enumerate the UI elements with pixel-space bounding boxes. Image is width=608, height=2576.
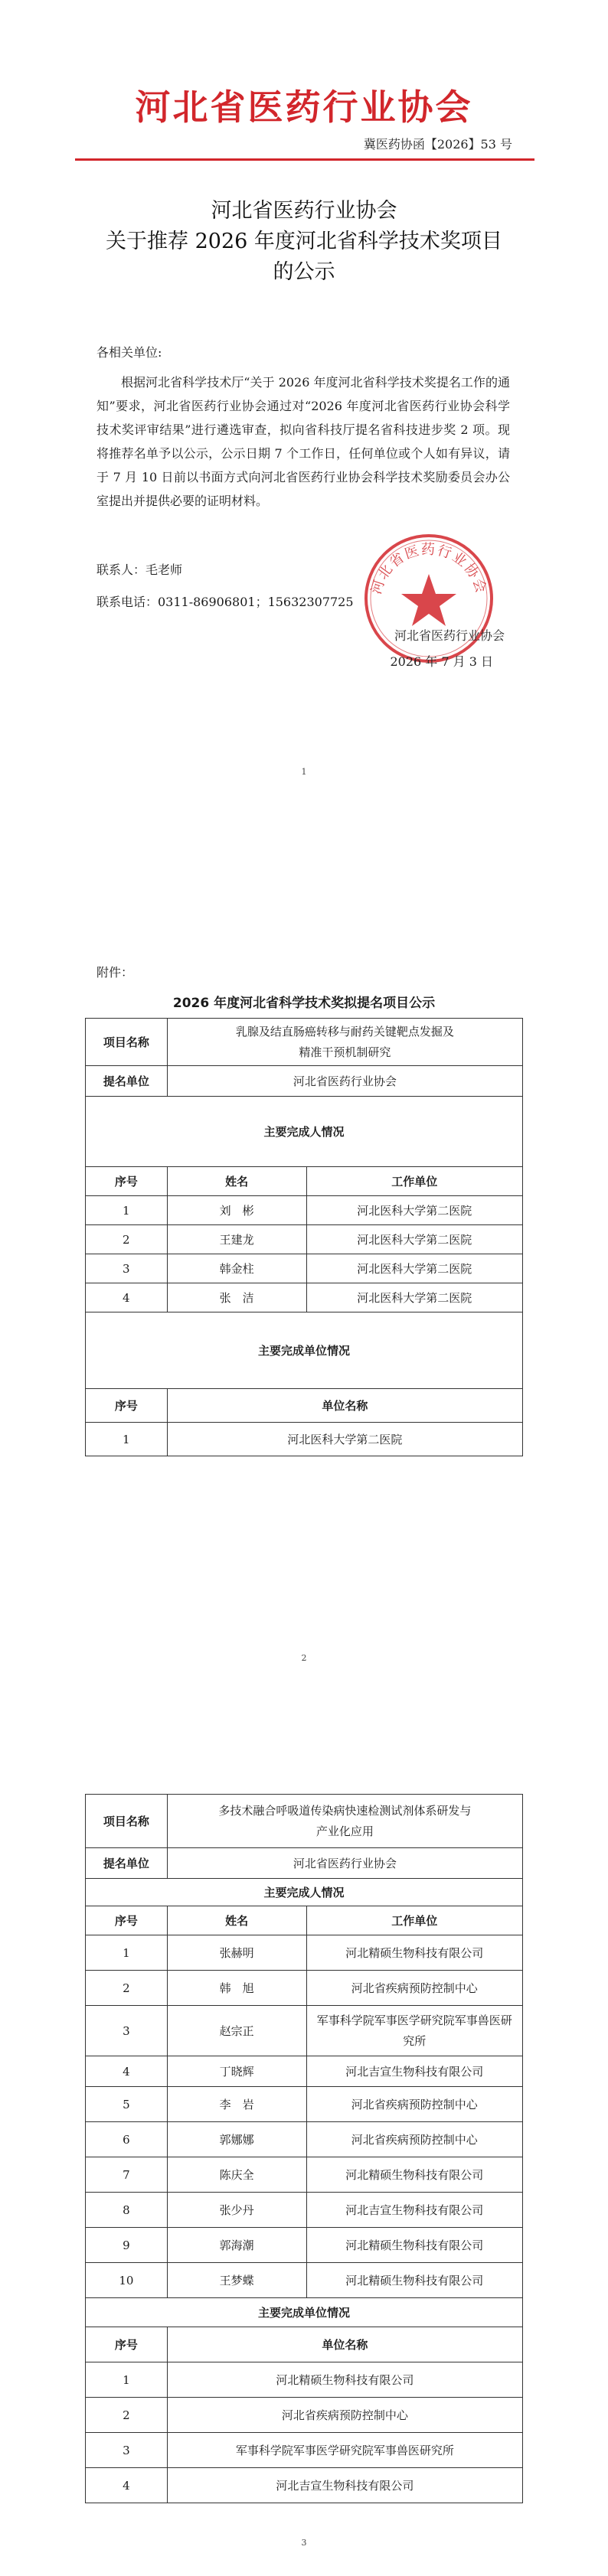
- table-row: 2 韩 旭 河北省疾病预防控制中心: [86, 1971, 523, 2006]
- table-row: 1 刘 彬 河北医科大学第二医院: [86, 1196, 523, 1225]
- people-section-header: 主要完成人情况: [86, 1879, 523, 1906]
- nominator-label: 提名单位: [86, 1066, 168, 1097]
- col-unit-name-header: 单位名称: [167, 1389, 522, 1423]
- col-seq-header: 序号: [86, 1167, 168, 1196]
- col-seq-header: 序号: [86, 2327, 168, 2362]
- attachment-page-1: [0, 846, 608, 1711]
- attachment-title: 2026 年度河北省科学技术奖拟提名项目公示: [172, 996, 436, 1011]
- nominator-label: 提名单位: [86, 1848, 168, 1879]
- table-row: 8 张少丹 河北吉宣生物科技有限公司: [86, 2193, 523, 2228]
- letterhead-divider: [75, 158, 534, 161]
- page-number: 1: [301, 767, 307, 777]
- attachment-label: 附件：: [96, 965, 134, 980]
- contact-person: 联系人：毛老师: [96, 562, 183, 577]
- title-line-2: 关于推荐 2026 年度河北省科学技术奖项目: [106, 230, 502, 253]
- page-number: 3: [301, 2538, 307, 2548]
- attachment-page-2: [0, 1711, 608, 2576]
- col-name-header: 姓名: [167, 1167, 306, 1196]
- table-row: 2 王建龙 河北医科大学第二医院: [86, 1225, 523, 1254]
- nominator-value: 河北省医药行业协会: [167, 1066, 522, 1097]
- units-section-header: 主要完成单位情况: [86, 2298, 523, 2327]
- document-number: 冀医药协函【2026】53 号: [363, 137, 512, 152]
- table-row: 3 赵宗正 军事科学院军事医学研究院军事兽医研究所: [86, 2006, 523, 2056]
- table-row: 4 张 洁 河北医科大学第二医院: [86, 1283, 523, 1312]
- table-row: 7 陈庆全 河北精硕生物科技有限公司: [86, 2157, 523, 2193]
- units-section-header: 主要完成单位情况: [86, 1312, 523, 1389]
- table-row: 6 郭娜娜 河北省疾病预防控制中心: [86, 2122, 523, 2157]
- salutation: 各相关单位:: [96, 345, 162, 360]
- official-seal-icon: [360, 530, 498, 667]
- table-row: 3 军事科学院军事医学研究院军事兽医研究所: [86, 2433, 523, 2468]
- col-seq-header: 序号: [86, 1906, 168, 1935]
- col-seq-header: 序号: [86, 1389, 168, 1423]
- table-row: 2 河北省疾病预防控制中心: [86, 2398, 523, 2433]
- table-row: 9 郭海潮 河北精硕生物科技有限公司: [86, 2228, 523, 2263]
- table-row: 4 丁晓辉 河北吉宣生物科技有限公司: [86, 2056, 523, 2087]
- table-row: 3 韩金柱 河北医科大学第二医院: [86, 1254, 523, 1283]
- col-unit-header: 工作单位: [306, 1167, 522, 1196]
- people-section-header: 主要完成人情况: [86, 1097, 523, 1167]
- nominator-value: 河北省医药行业协会: [167, 1848, 522, 1879]
- project-name: 多技术融合呼吸道传染病快速检测试剂体系研发与 产业化应用: [167, 1795, 522, 1848]
- title-line-1: 河北省医药行业协会: [211, 199, 397, 223]
- project-1-table: [85, 1018, 523, 1456]
- letter-page: [0, 0, 608, 846]
- table-row: 1 河北精硕生物科技有限公司: [86, 2362, 523, 2398]
- contact-phone: 联系电话：0311-86906801；15632307725: [96, 595, 354, 609]
- page-number: 2: [301, 1653, 307, 1663]
- project-2-table: [85, 1794, 523, 2503]
- letter-title: [0, 196, 608, 288]
- svg-text:河北省医药行业协会: 河北省医药行业协会: [368, 542, 490, 597]
- table-row: 1 张赫明 河北精硕生物科技有限公司: [86, 1935, 523, 1971]
- letterhead-org-name: 河北省医药行业协会: [135, 86, 473, 128]
- title-line-3: 的公示: [273, 260, 335, 284]
- signature-date: 2026 年 7 月 3 日: [390, 654, 493, 669]
- signature-org: 河北省医药行业协会: [394, 628, 505, 643]
- project-name-label: 项目名称: [86, 1019, 168, 1066]
- table-row: 10 王梦蝶 河北精硕生物科技有限公司: [86, 2263, 523, 2298]
- col-unit-header: 工作单位: [306, 1906, 522, 1935]
- table-row: 4 河北吉宣生物科技有限公司: [86, 2468, 523, 2503]
- col-name-header: 姓名: [167, 1906, 306, 1935]
- table-row: 5 李 岩 河北省疾病预防控制中心: [86, 2087, 523, 2122]
- letter-body: 根据河北省科学技术厅“关于 2026 年度河北省科学技术奖提名工作的通知”要求，河北省医药行业协会通过对“2026 年度河北省医药行业协会科学技术奖评审结果”进行遴选审查，拟向省科技厅提名省科技进步奖 2 项。现将推荐名单予以公示，公示日期 7 个工作日，任何单位或个人如有异议，请于 7 月 10 日前以书面方式向河北省医药行业协会科学技术奖励委员会办公室提出并提供必要的证明材料。: [96, 375, 510, 508]
- project-name-label: 项目名称: [86, 1795, 168, 1848]
- table-row: 1 河北医科大学第二医院: [86, 1423, 523, 1456]
- project-name: 乳腺及结直肠癌转移与耐药关键靶点发掘及 精准干预机制研究: [167, 1019, 522, 1066]
- col-unit-name-header: 单位名称: [167, 2327, 522, 2362]
